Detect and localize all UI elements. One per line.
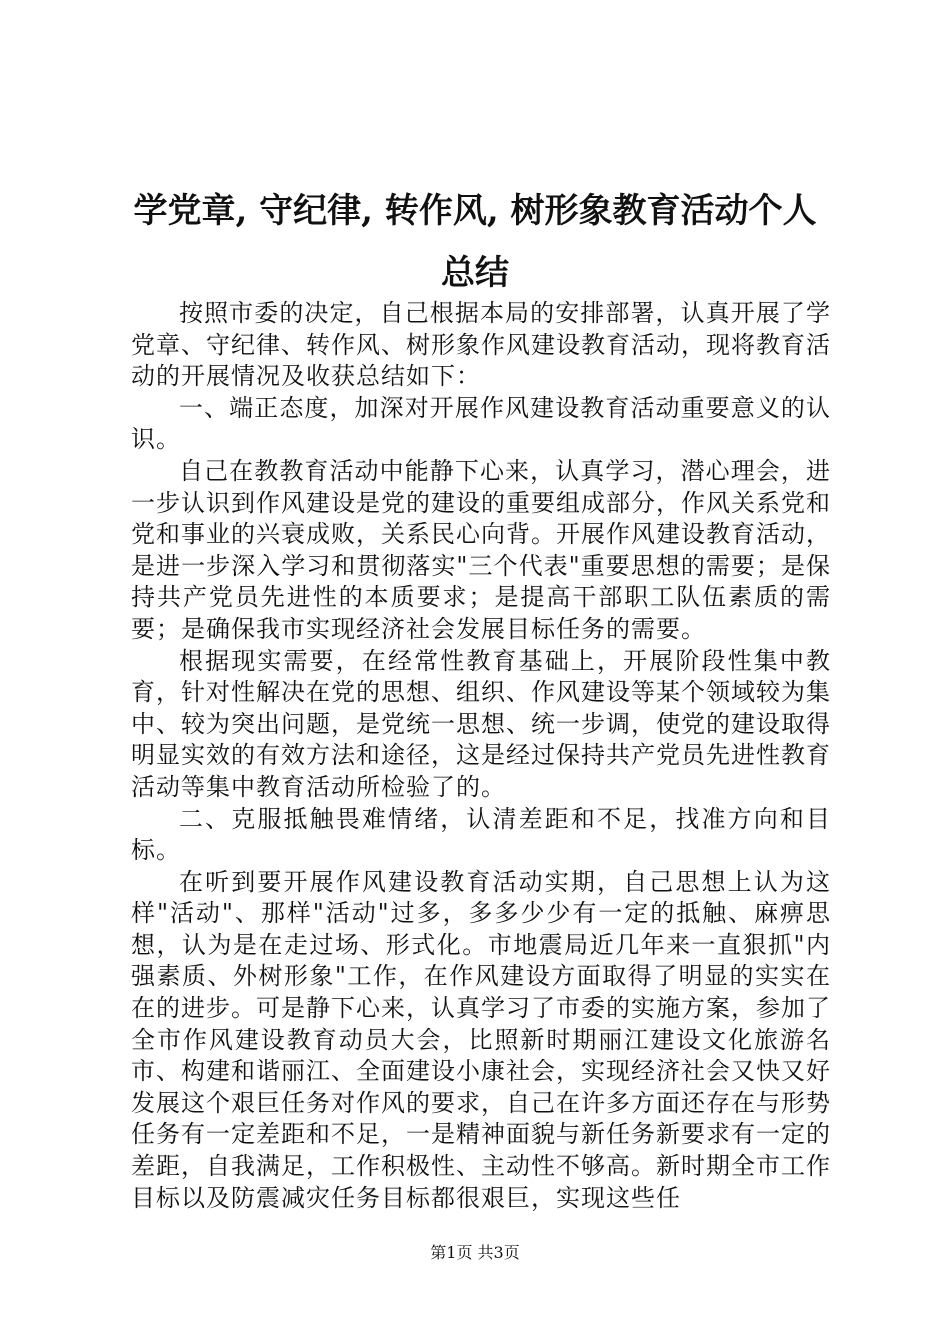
- page-footer: 第1页 共3页: [430, 1243, 520, 1262]
- paragraph-section-1a: 自己在教教育活动中能静下心来，认真学习，潜心理会，进一步认识到作风建设是党的建设的重要组成部分，作风关系党和党和事业的兴衰成败，关系民心向背。开展作风建设教育活动，是进一步深入学习和贯彻落实"三个代表"重要思想的需要；是保持共产党员先进性的本质要求；是提高干部职工队伍素质的需要；是确保我市实现经济社会发展目标任务的需要。: [131, 456, 831, 643]
- paragraph-section-1b: 根据现实需要，在经常性教育基础上，开展阶段性集中教育，针对性解决在党的思想、组织、作风建设等某个领域较为集中、较为突出问题，是党统一思想、统一步调，使党的建设取得明显实效的有效方法和途径，这是经过保持共产党员先进性教育活动等集中教育活动所检验了的。: [131, 646, 831, 801]
- document-title: 学党章, 守纪律, 转作风, 树形象教育活动个人总结: [133, 191, 817, 293]
- document-body: [131, 298, 831, 1214]
- section-heading-1: 一、端正态度，加深对开展作风建设教育活动重要意义的认识。: [131, 393, 831, 454]
- paragraph-intro: 按照市委的决定，自己根据本局的安排部署，认真开展了学党章、守纪律、转作风、树形象作风建设教育活动，现将教育活动的开展情况及收获总结如下：: [131, 299, 831, 391]
- paragraph-section-2a: 在听到要开展作风建设教育活动实期，自己思想上认为这样"活动"、那样"活动"过多，多多少少有一定的抵触、麻痹思想，认为是在走过场、形式化。市地震局近几年来一直狠抓"内强素质、外树形象"工作，在作风建设方面取得了明显的实实在在的进步。可是静下心来，认真学习了市委的实施方案，参加了全市作风建设教育动员大会，比照新时期丽江建设文化旅游名市、构建和谐丽江、全面建设小康社会，实现经济社会又快又好发展这个艰巨任务对作风的要求，自己在许多方面还存在与形势任务有一定差距和不足，一是精神面貌与新任务新要求有一定的差距，自我满足，工作积极性、主动性不够高。新时期全市工作目标以及防震减灾任务目标都很艰巨，实现这些任: [131, 867, 831, 1212]
- section-heading-2: 二、克服抵触畏难情绪，认清差距和不足，找准方向和目标。: [131, 804, 831, 865]
